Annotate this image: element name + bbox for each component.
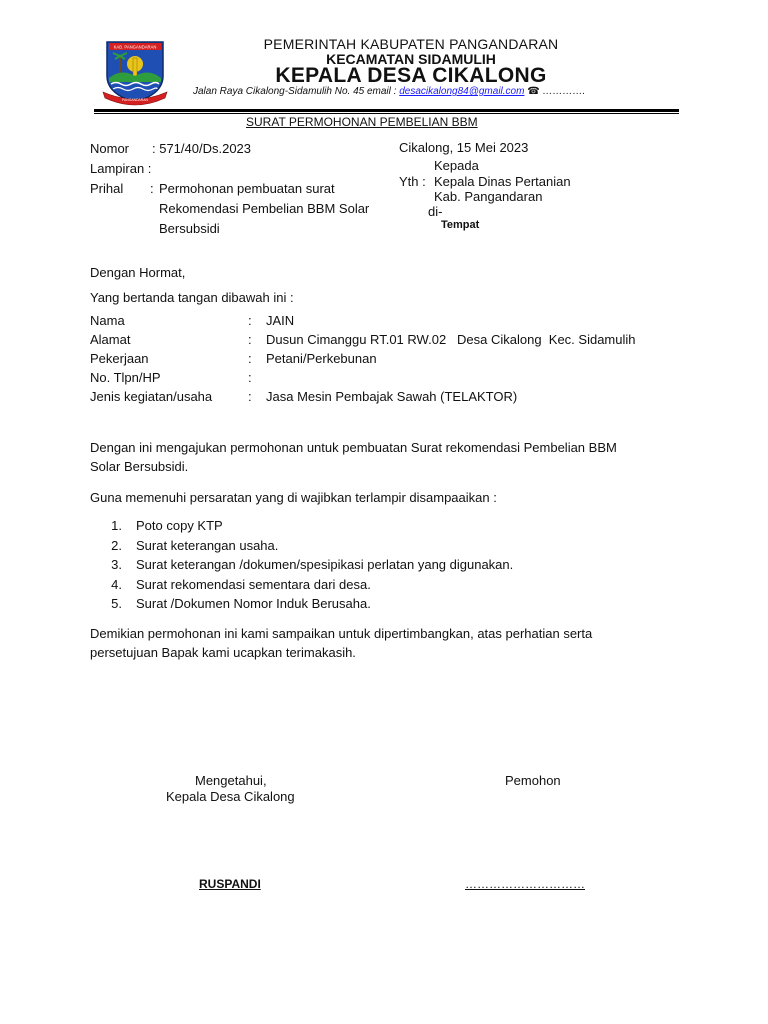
village-head-name: RUSPANDI	[199, 877, 261, 891]
letterhead-rule-thin	[94, 113, 679, 114]
list-item-text: Poto copy KTP	[136, 518, 223, 533]
nomor-value: : 571/40/Ds.2023	[152, 141, 252, 156]
address-text: Jalan Raya Cikalong-Sidamulih No. 45 email :	[193, 86, 400, 97]
letterhead-rule-thick	[94, 109, 679, 112]
logo-bottom-banner: PANGANDARAN	[122, 98, 148, 102]
identity-colon: :	[248, 332, 252, 347]
prihal-line-2: Rekomendasi Pembelian BBM Solar	[159, 201, 370, 216]
identity-label: Nama	[90, 313, 125, 328]
identity-value: Dusun Cimanggu RT.01 RW.02 Desa Cikalong Kec. Sidamulih	[266, 332, 636, 347]
identity-value: Jasa Mesin Pembajak Sawah (TELAKTOR)	[266, 389, 518, 404]
prihal-label: Prihal	[90, 181, 124, 196]
recipient-line-1: Kepala Dinas Pertanian	[434, 174, 571, 189]
identity-label: Alamat	[90, 332, 131, 347]
closing-line-1: Demikian permohonan ini kami sampaikan untuk dipertimbangkan, atas perhatian serta	[90, 626, 593, 641]
list-item-number: 4.	[111, 577, 122, 592]
acknowledger-title: Kepala Desa Cikalong	[166, 789, 295, 804]
email-link[interactable]: desacikalong84@gmail.com	[399, 86, 525, 97]
place-date: Cikalong, 15 Mei 2023	[399, 140, 529, 155]
intro-line: Yang bertanda tangan dibawah ini :	[90, 290, 294, 305]
letterhead-address	[193, 86, 585, 97]
acknowledge-label: Mengetahui,	[195, 773, 267, 788]
di-label: di-	[428, 204, 443, 219]
list-item-number: 3.	[111, 557, 122, 572]
identity-colon: :	[248, 370, 252, 385]
tempat-label: Tempat	[441, 219, 480, 231]
identity-label: No. Tlpn/HP	[90, 370, 161, 385]
regency-coat-of-arms-logo	[99, 36, 171, 106]
government-heading: PEMERINTAH KABUPATEN PANGANDARAN	[263, 36, 559, 52]
identity-value: JAIN	[266, 313, 295, 328]
list-item-number: 5.	[111, 596, 122, 611]
list-item-text: Surat /Dokumen Nomor Induk Berusaha.	[136, 596, 371, 611]
prihal-colon: :	[150, 181, 154, 196]
identity-value: Petani/Perkebunan	[266, 351, 377, 366]
letter-title: SURAT PERMOHONAN PEMBELIAN BBM	[246, 115, 478, 129]
request-paragraph-line-2: Solar Bersubsidi.	[90, 459, 189, 474]
list-item-number: 2.	[111, 538, 122, 553]
district-heading: KECAMATAN SIDAMULIH	[326, 51, 496, 67]
request-paragraph-line-1: Dengan ini mengajukan permohonan untuk pembuatan Surat rekomendasi Pembelian BBM	[90, 440, 617, 455]
greeting: Dengan Hormat,	[90, 265, 186, 280]
applicant-signature-line: …………………………	[465, 877, 585, 891]
yth-label: Yth :	[399, 174, 426, 189]
list-item-text: Surat keterangan usaha.	[136, 538, 279, 553]
list-item-text: Surat keterangan /dokumen/spesipikasi perlatan yang digunakan.	[136, 557, 514, 572]
recipient-line-2: Kab. Pangandaran	[434, 189, 543, 204]
kepada-label: Kepada	[434, 158, 479, 173]
phone-icon: ☎	[527, 86, 540, 97]
requirements-intro: Guna memenuhi persaratan yang di wajibkan terlampir disampaaikan :	[90, 490, 497, 505]
nomor-label: Nomor	[90, 141, 130, 156]
identity-colon: :	[248, 351, 252, 366]
identity-label: Pekerjaan	[90, 351, 149, 366]
lampiran-label: Lampiran :	[90, 161, 152, 176]
closing-line-2: persetujuan Bapak kami ucapkan terimakasih.	[90, 645, 356, 660]
prihal-line-1: Permohonan pembuatan surat	[159, 181, 335, 196]
identity-label: Jenis kegiatan/usaha	[90, 389, 213, 404]
prihal-line-3: Bersubsidi	[159, 221, 220, 236]
applicant-label: Pemohon	[505, 773, 561, 788]
list-item-number: 1.	[111, 518, 122, 533]
list-item-text: Surat rekomendasi sementara dari desa.	[136, 577, 371, 592]
logo-top-banner: KAB. PANGANDARAN	[113, 44, 157, 50]
phone-placeholder: ………….	[539, 86, 586, 97]
village-head-heading: KEPALA DESA CIKALONG	[275, 64, 547, 87]
identity-colon: :	[248, 313, 252, 328]
identity-colon: :	[248, 389, 252, 404]
